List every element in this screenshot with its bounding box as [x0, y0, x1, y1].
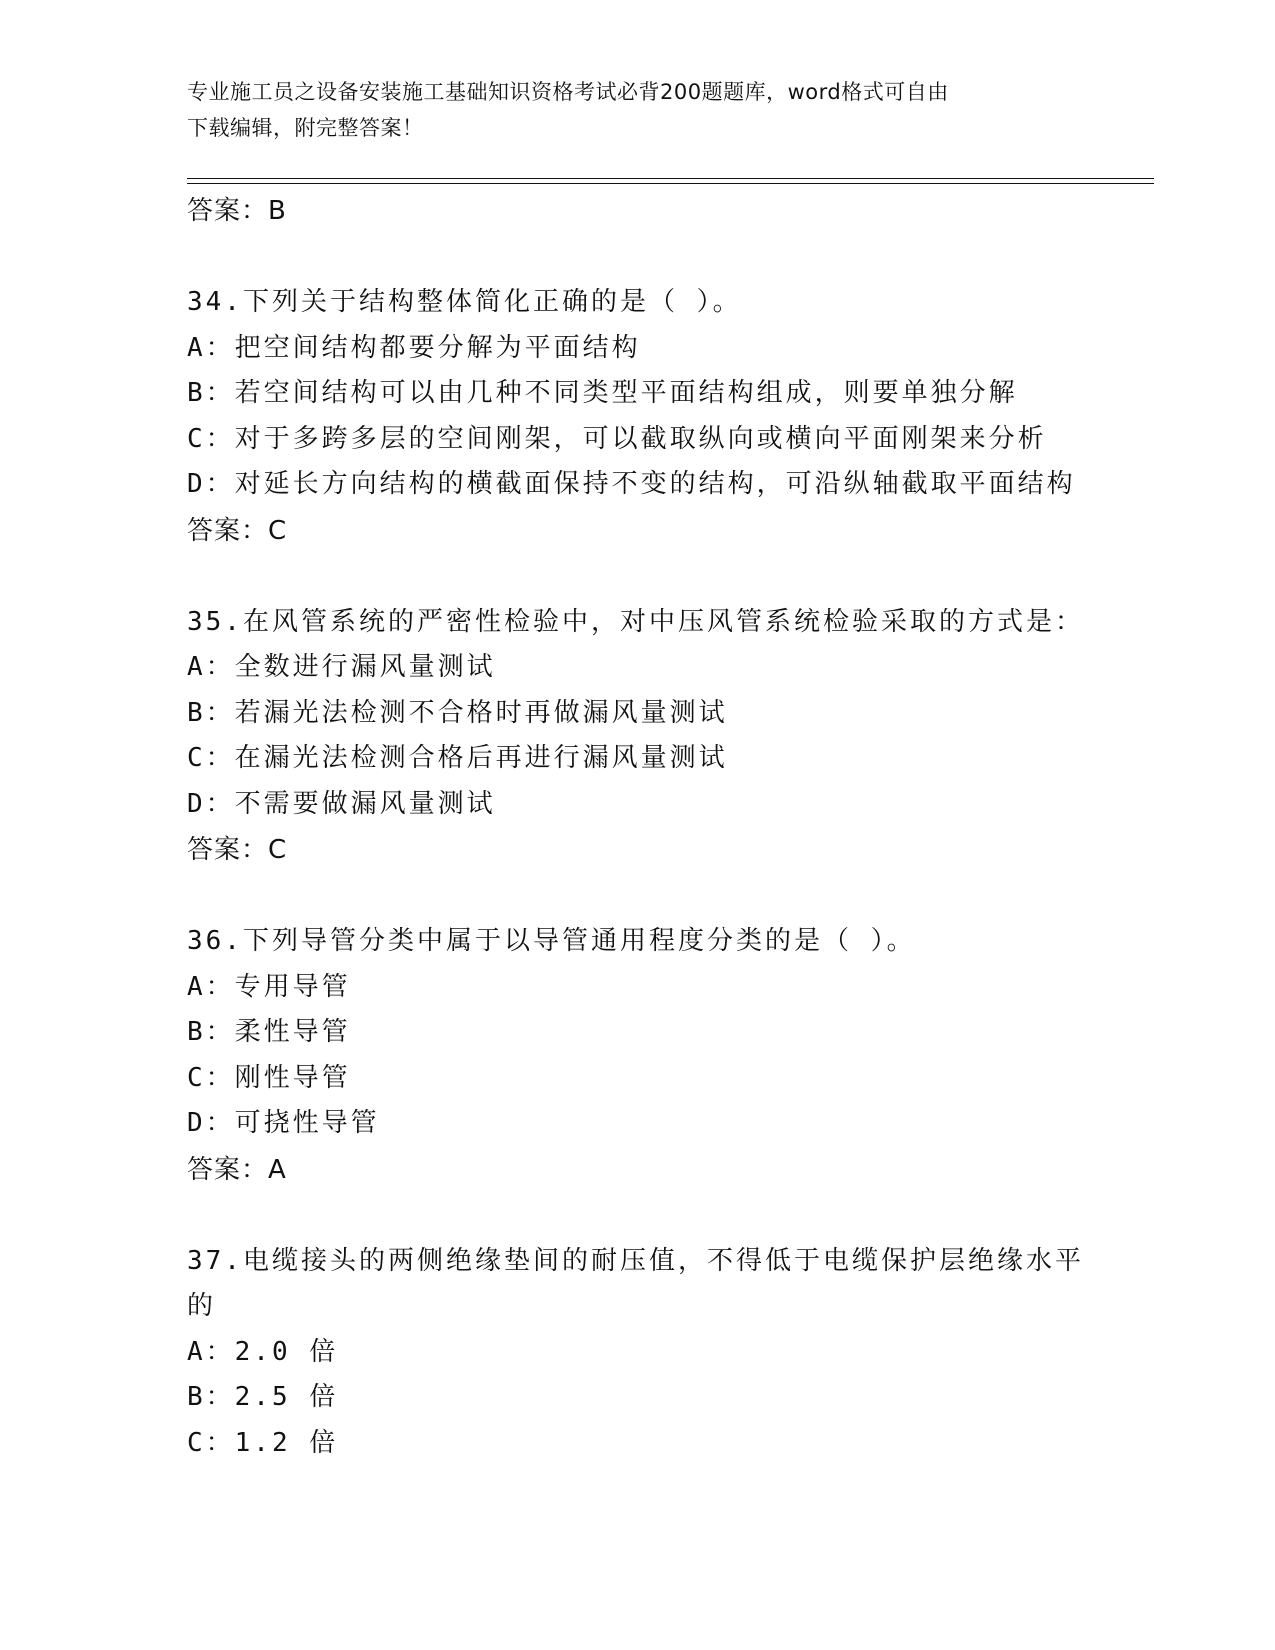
document-header — [187, 74, 1087, 146]
option-b: B：若空间结构可以由几种不同类型平面结构组成，则要单独分解 — [187, 378, 1018, 408]
option-c: C：刚性导管 — [187, 1062, 351, 1093]
option-a: A：全数进行漏风量测试 — [187, 652, 496, 682]
option-d: D：可挠性导管 — [187, 1108, 380, 1138]
question-36 — [187, 919, 1087, 1193]
header-rule-bottom — [187, 183, 1154, 184]
option-a: A：把空间结构都要分解为平面结构 — [187, 332, 641, 363]
option-a: A：2.0 倍 — [187, 1336, 339, 1367]
header-rule-top — [187, 178, 1154, 179]
header-line-1: 专业施工员之设备安装施工基础知识资格考试必背200题题库，word格式可自由 — [187, 80, 949, 104]
question-stem-line-2: 的 — [187, 1291, 217, 1321]
option-b: B：2.5 倍 — [187, 1382, 339, 1412]
question-list — [187, 188, 1087, 1466]
option-d: D：不需要做漏风量测试 — [187, 788, 496, 819]
question-34 — [187, 280, 1087, 554]
answer-line: 答案：C — [187, 515, 288, 546]
question-35 — [187, 600, 1087, 874]
question-stem-line-1: 37.电缆接头的两侧绝缘垫间的耐压值，不得低于电缆保护层绝缘水平 — [187, 1245, 1084, 1276]
question-stem: 34.下列关于结构整体简化正确的是（ ）。 — [187, 287, 742, 317]
question-stem: 35.在风管系统的严密性检验中，对中压风管系统检验采取的方式是： — [187, 606, 1084, 637]
header-line-2: 下载编辑，附完整答案！ — [187, 116, 424, 140]
option-b: B：柔性导管 — [187, 1017, 351, 1047]
answer-line: 答案：C — [187, 835, 288, 865]
answer-line: 答案：B — [187, 196, 287, 226]
option-a: A：专用导管 — [187, 971, 351, 1002]
option-c: C：1.2 倍 — [187, 1427, 339, 1458]
option-d: D：对延长方向结构的横截面保持不变的结构，可沿纵轴截取平面结构 — [187, 469, 1076, 499]
option-c: C：对于多跨多层的空间刚架，可以截取纵向或横向平面刚架来分析 — [187, 423, 1047, 454]
question-37 — [187, 1239, 1087, 1467]
option-c: C：在漏光法检测合格后再进行漏风量测试 — [187, 743, 728, 773]
answer-line: 答案：A — [187, 1154, 287, 1185]
question-stem: 36.下列导管分类中属于以导管通用程度分类的是（ ）。 — [187, 926, 916, 956]
option-b: B：若漏光法检测不合格时再做漏风量测试 — [187, 697, 728, 728]
